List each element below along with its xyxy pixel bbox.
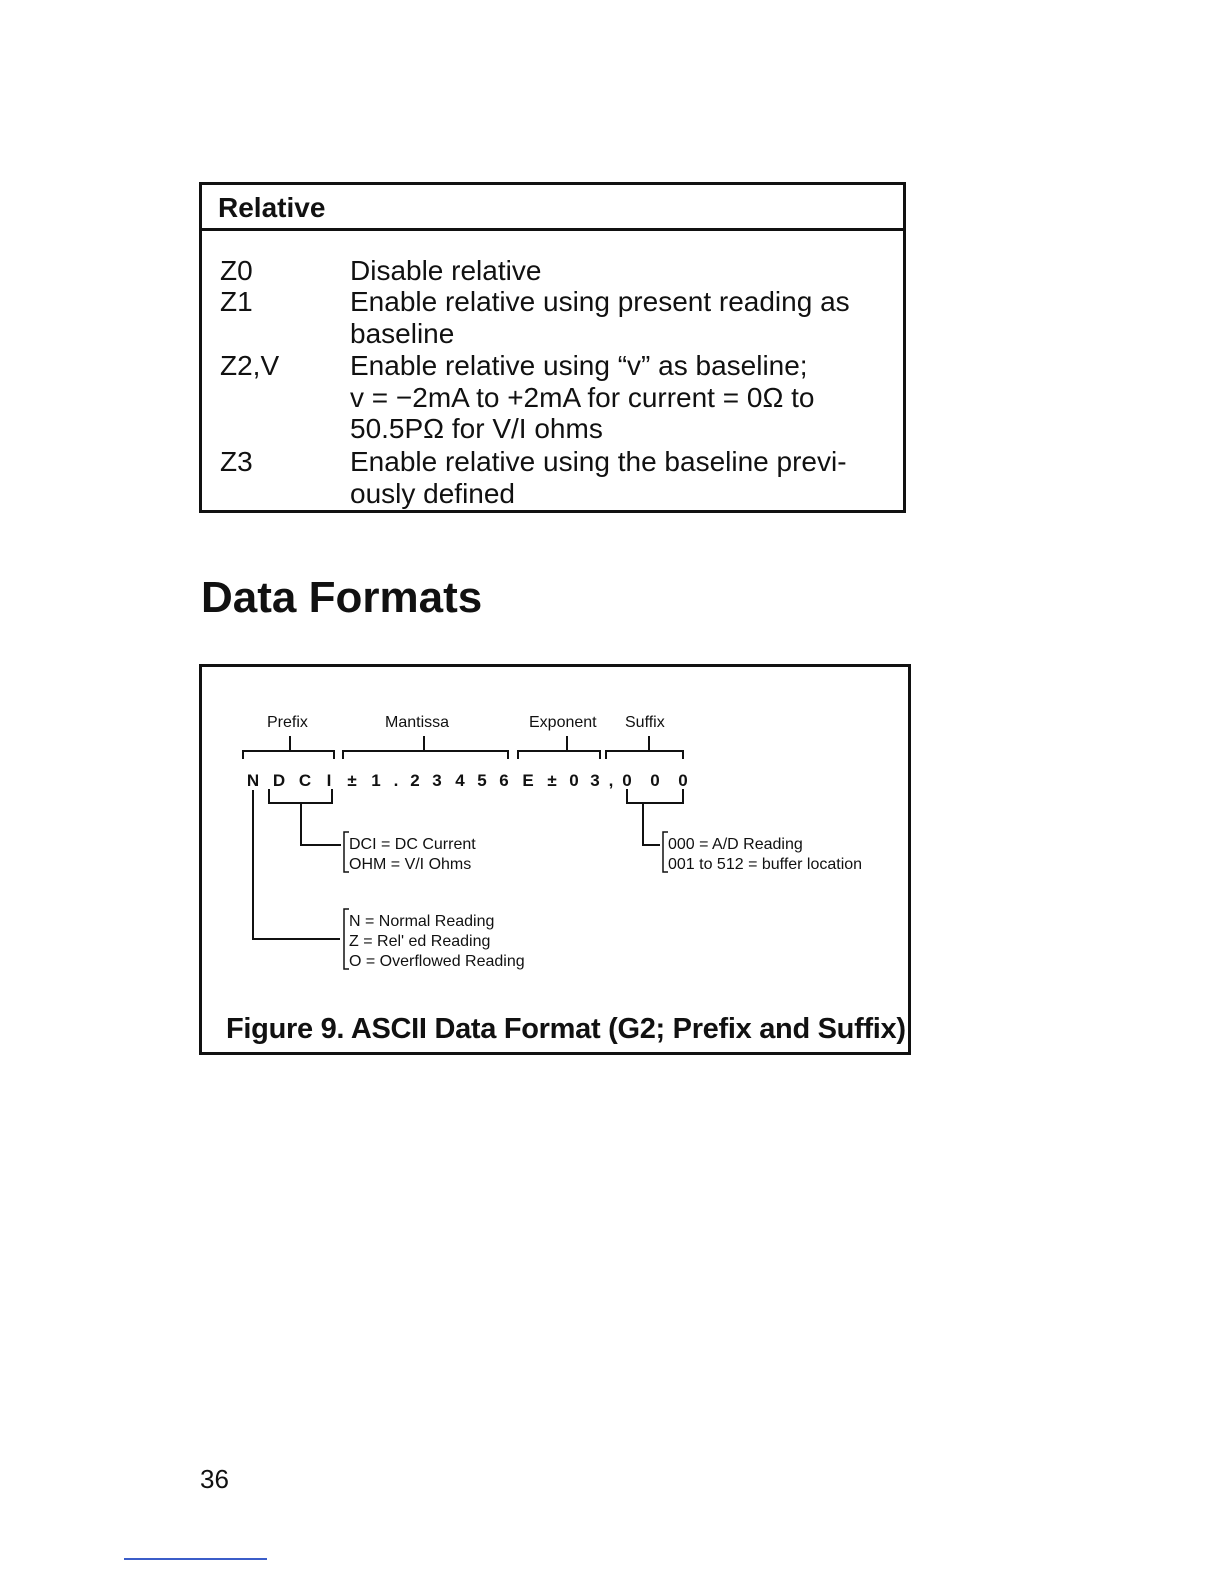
ascii-char: 0	[622, 771, 632, 790]
description-line: 50.5PΩ for V/I ohms	[350, 413, 603, 444]
ascii-format-diagram	[202, 667, 908, 1052]
description-line: Enable relative using present reading as	[350, 286, 850, 317]
ascii-char: 5	[477, 771, 487, 790]
command-code: Z1	[220, 286, 253, 317]
exponent-label: Exponent	[529, 714, 597, 731]
suffix-note-ad: 000 = A/D Reading	[668, 836, 803, 853]
description-line: Disable relative	[350, 255, 542, 286]
description-line: v = −2mA to +2mA for current = 0Ω to	[350, 381, 815, 413]
section-title: Data Formats	[201, 573, 483, 622]
reading-note-reled: Z = Rel' ed Reading	[349, 933, 491, 950]
command-code: Z3	[220, 446, 253, 477]
function-note-ohm: OHM = V/I Ohms	[349, 856, 472, 873]
ascii-char: 4	[455, 771, 465, 790]
ascii-char: 6	[499, 771, 509, 790]
ascii-char: 0	[650, 771, 660, 790]
reading-note-normal: N = Normal Reading	[349, 913, 495, 930]
ascii-char: E	[522, 771, 534, 790]
command-description	[350, 255, 890, 287]
suffix-label: Suffix	[625, 714, 665, 731]
description-line: baseline	[350, 317, 455, 349]
command-code: Z2,V	[220, 350, 280, 381]
relative-table-header: Relative	[202, 185, 903, 231]
figure-ascii-data-format	[199, 664, 911, 1055]
ascii-char: D	[272, 771, 286, 790]
ascii-char: 3	[432, 771, 442, 790]
figure-caption: Figure 9. ASCII Data Format (G2; Prefix and Suffix)	[226, 1013, 906, 1045]
page-number: 36	[200, 1464, 229, 1494]
ascii-char: 2	[410, 771, 420, 790]
ascii-char: ,	[608, 771, 614, 790]
description-line: Enable relative using the baseline previ-	[350, 446, 847, 477]
reading-note-overflowed: O = Overflowed Reading	[349, 953, 525, 970]
ascii-char: 0	[569, 771, 579, 790]
description-line: ously defined	[350, 477, 516, 509]
description-line: Enable relative using “v” as baseline;	[350, 350, 808, 381]
ascii-char: .	[393, 771, 399, 790]
command-description	[350, 350, 890, 445]
ascii-char: I	[326, 771, 332, 790]
prefix-label: Prefix	[267, 714, 308, 731]
ascii-string	[247, 771, 688, 790]
ascii-char: 1	[371, 771, 381, 790]
command-code: Z0	[220, 255, 253, 286]
ascii-char: C	[298, 771, 312, 790]
ascii-char: 3	[590, 771, 600, 790]
command-description	[350, 286, 890, 349]
ascii-char: ±	[547, 771, 557, 790]
relative-table	[199, 182, 906, 513]
mantissa-label: Mantissa	[385, 714, 450, 731]
footer-rule	[124, 1558, 267, 1560]
ascii-char: ±	[347, 771, 357, 790]
ascii-char: N	[246, 771, 260, 790]
ascii-char: 0	[678, 771, 688, 790]
command-description	[350, 446, 890, 509]
field-brackets	[243, 736, 683, 759]
suffix-note-buffer: 001 to 512 = buffer location	[668, 856, 863, 873]
function-note-dci: DCI = DC Current	[349, 836, 476, 853]
